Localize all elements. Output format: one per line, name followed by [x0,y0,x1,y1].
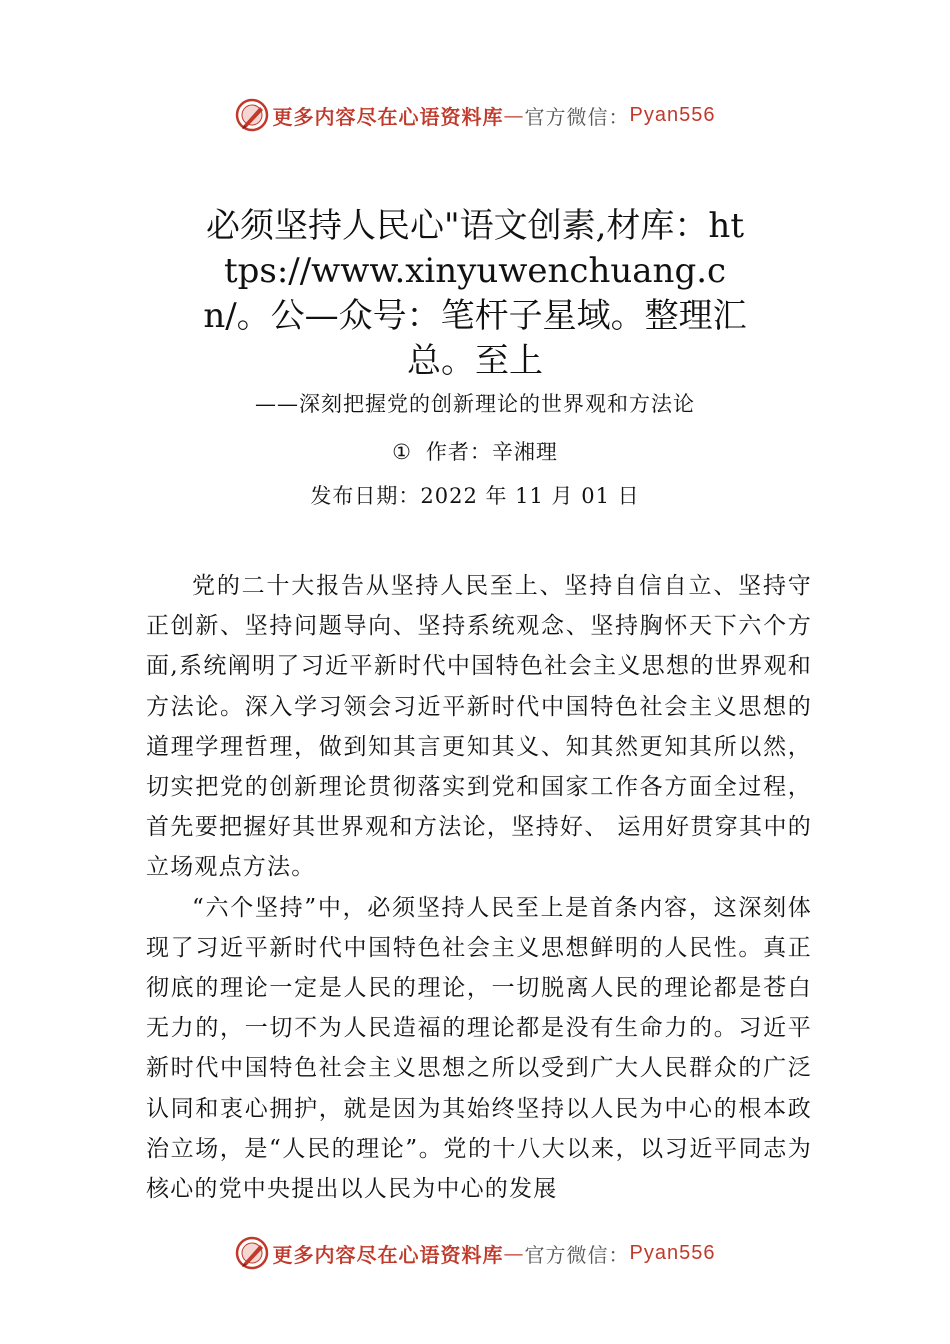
banner-wechat-id: Pyan556 [629,103,716,126]
footer-banner [0,1233,950,1273]
document-title: 必须坚持人民心"语文创素,材库：https://www.xinyuwenchuang.cn/。公—众号：笔杆子星域。整理汇总。至上 [203,206,747,381]
brand-logo-icon [235,98,269,132]
brand-logo-icon [235,1236,269,1270]
article-body [146,566,812,1209]
author-name: 作者：辛湘理 [425,440,558,464]
banner-brand-text: 更多内容尽在心语资料库 [272,1242,504,1267]
header-banner [0,95,950,135]
banner-wechat-id: Pyan556 [629,1241,716,1264]
paragraph: 党的二十大报告从坚持人民至上、坚持自信自立、坚持守正创新、坚持问题导向、坚持系统观念、坚持胸怀天下六个方面,系统阐明了习近平新时代中国特色社会主义思想的世界观和方法论。深入学习领会习近平新时代中国特色社会主义思想的道理学理哲理，做到知其言更知其义、知其然更知其所以然，切实把党的创新理论贯彻落实到党和国家工作各方面全过程，首先要把握好其世界观和方法论，坚持好、 运用好贯穿其中的立场观点方法。 [146,573,812,881]
author-line [0,436,950,466]
banner-wechat-label: 官方微信： [524,1242,630,1267]
footnote-mark: ① [392,440,412,464]
banner-brand-text: 更多内容尽在心语资料库 [272,104,504,129]
document-subtitle: ——深刻把握党的创新理论的世界观和方法论 [255,392,695,416]
banner-wechat-label: 官方微信： [524,104,630,129]
publish-date: 发布日期：2022 年 11 月 01 日 [310,484,640,508]
banner-dash: — [503,103,525,127]
paragraph: “六个坚持”中，必须坚持人民至上是首条内容，这深刻体现了习近平新时代中国特色社会主义思想鲜明的人民性。真正彻底的理论一定是人民的理论，一切脱离人民的理论都是苍白无力的，一切不为人民造福的理论都是没有生命力的。习近平新时代中国特色社会主义思想之所以受到广大人民群众的广泛认同和衷心拥护，就是因为其始终坚持以人民为中心的根本政治立场，是“人民的理论”。党的十八大以来，以习近平同志为核心的党中央提出以人民为中心的发展 [146,894,812,1203]
banner-dash: — [503,1241,525,1265]
